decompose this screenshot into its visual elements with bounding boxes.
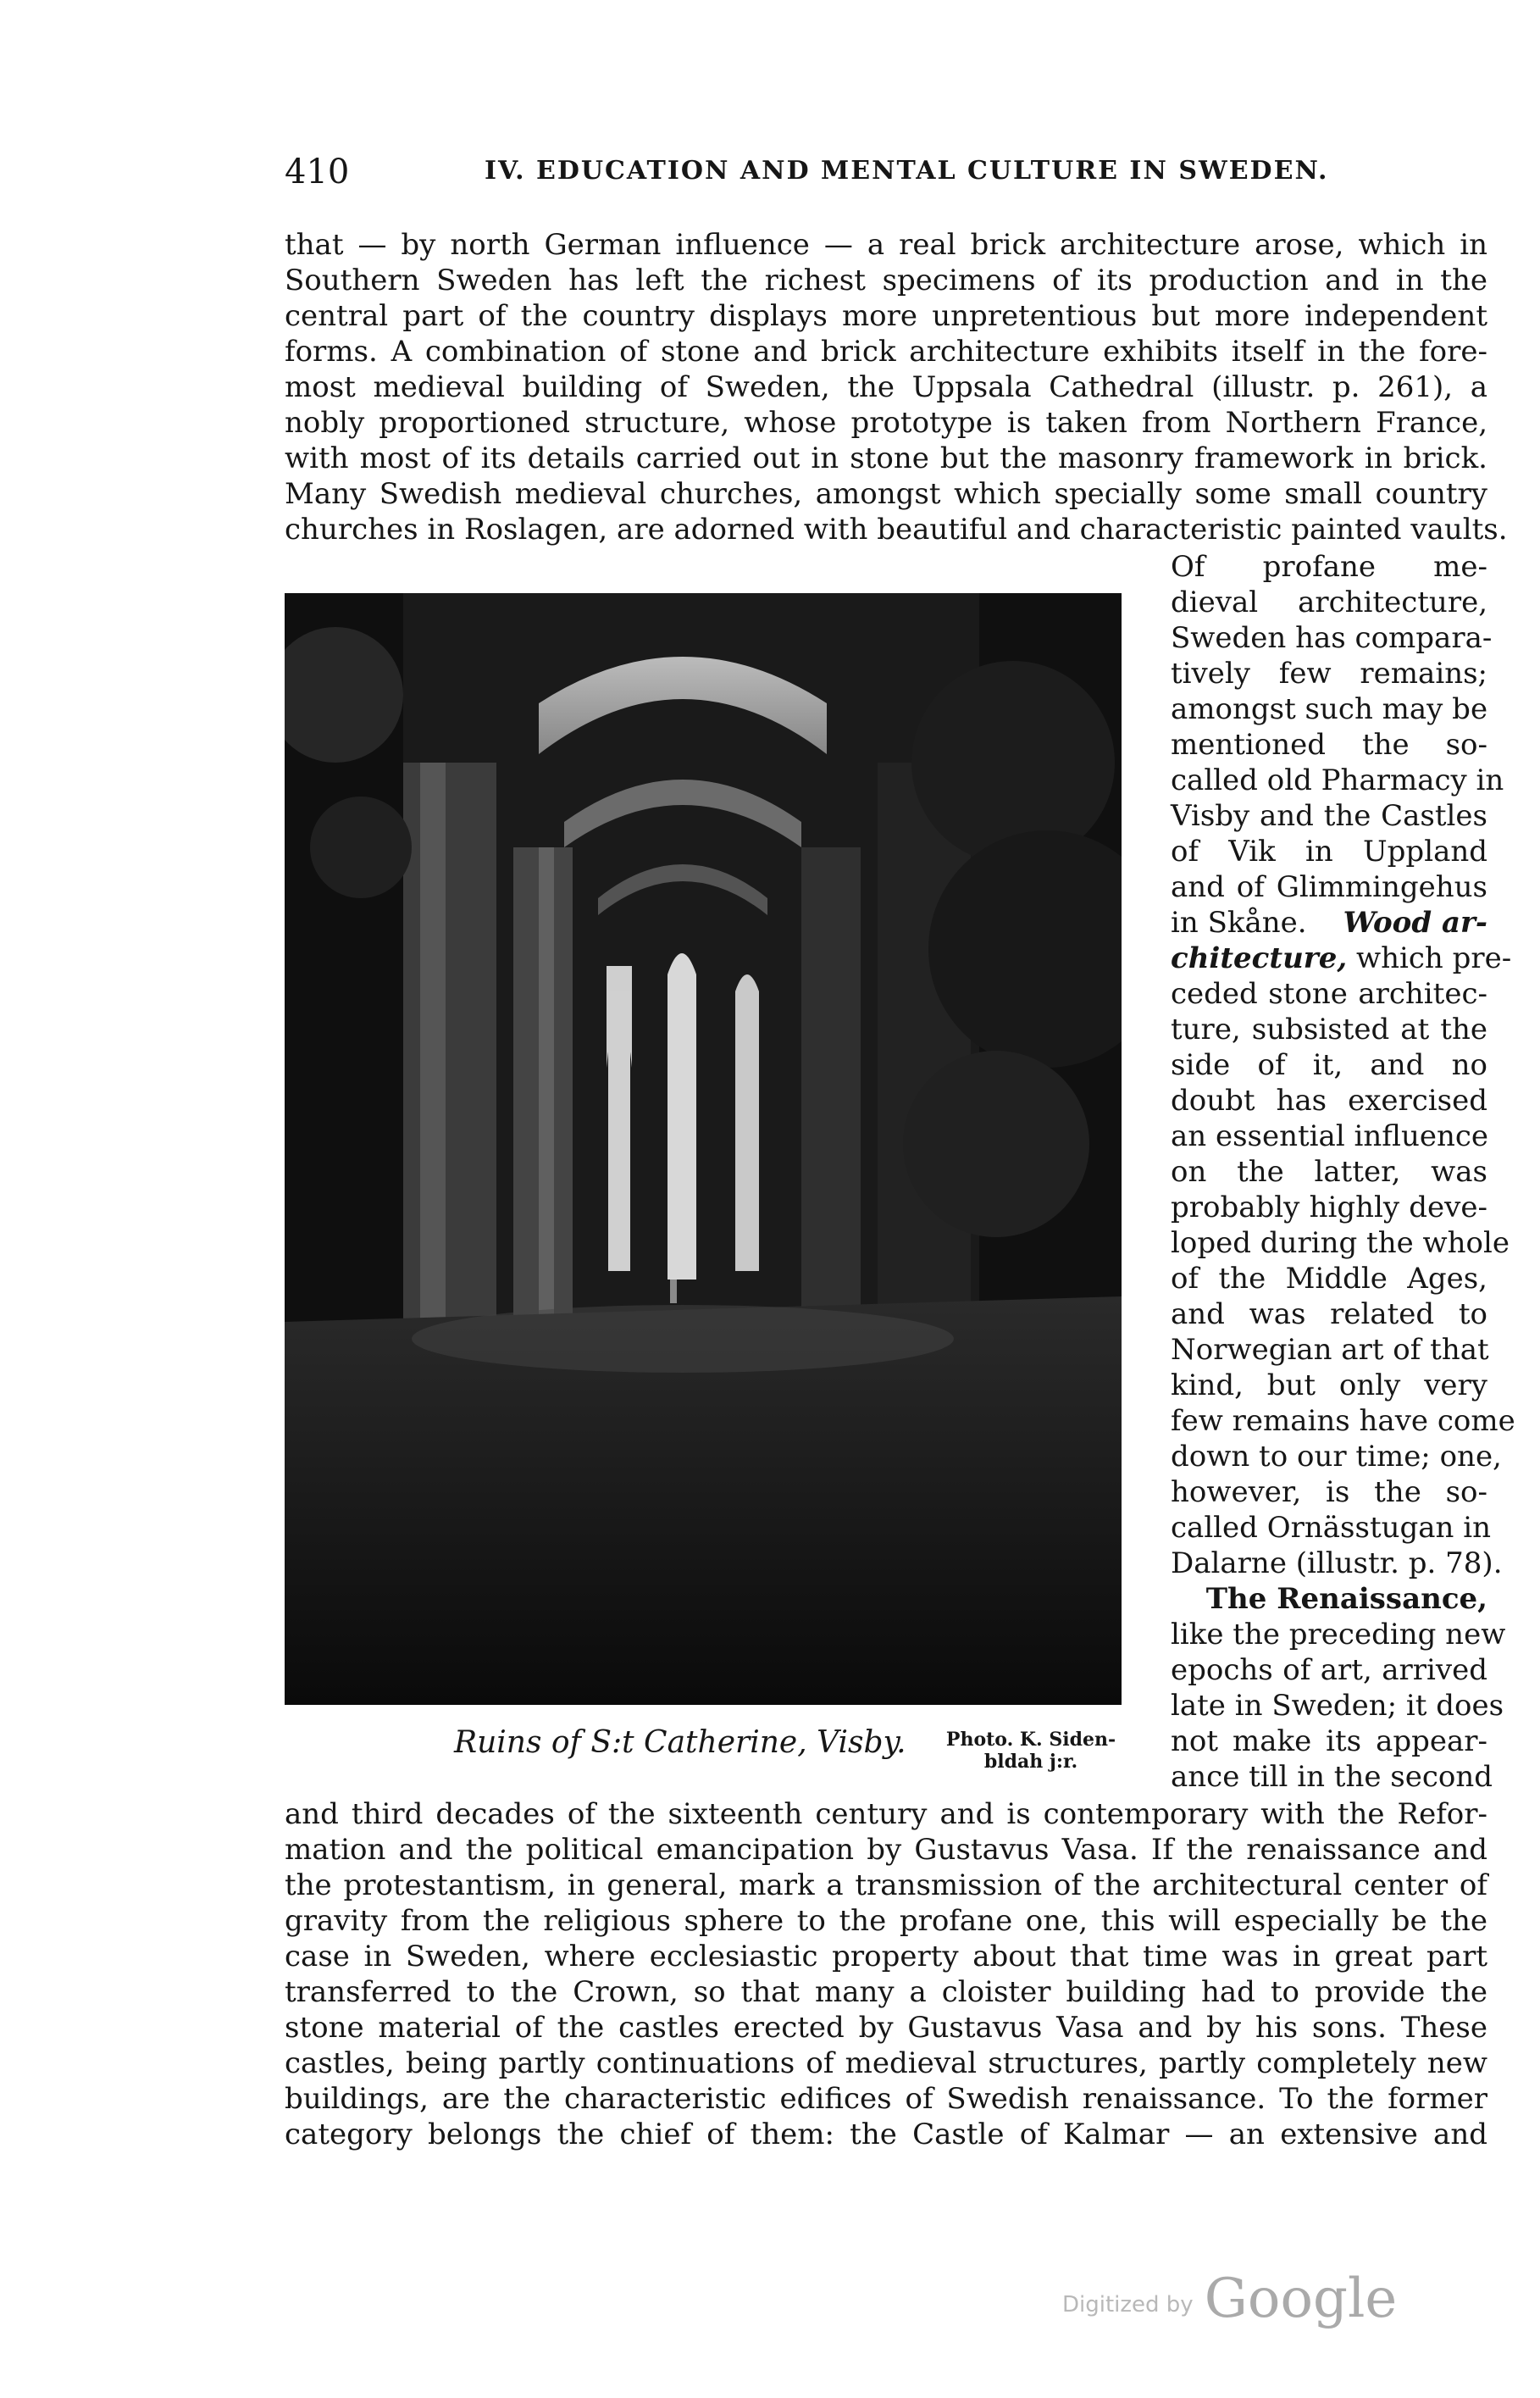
side-text-line: and of Glimmingehus <box>1171 870 1487 904</box>
side-text-line: ture, subsisted at the <box>1171 1013 1487 1046</box>
side-text-line: few remains have come <box>1171 1404 1515 1438</box>
text-line: the protestantism, in general, mark a transmission of the architectural center of <box>285 1868 1487 1902</box>
text-line: nobly proportioned structure, whose prototype is taken from Northern France, <box>285 406 1487 440</box>
side-text-line: however, is the so- <box>1171 1475 1487 1509</box>
text-line: Southern Sweden has left the richest specimens of its production and in the <box>285 264 1487 297</box>
side-text-line: and was related to <box>1171 1297 1487 1331</box>
watermark-text: Digitized by <box>1062 2292 1194 2318</box>
side-text-line: dieval architecture, <box>1171 586 1487 619</box>
side-text-line: mentioned the so- <box>1171 728 1487 762</box>
photo-ruins-st-catherine <box>285 593 1122 1705</box>
side-text-line: Visby and the Castles <box>1171 799 1487 833</box>
side-text-line: side of it, and no <box>1171 1048 1487 1082</box>
text-line: mation and the political emancipation by Gustavus Vasa. If the renaissance and <box>285 1833 1487 1867</box>
side-text-line: doubt has exercised <box>1171 1084 1487 1118</box>
side-text-line: called Ornässtugan in <box>1171 1511 1492 1545</box>
side-text-line: epochs of art, arrived <box>1171 1653 1487 1687</box>
wood-architecture-emphasis: Wood ar- <box>1343 906 1487 940</box>
text-line: castles, being partly continuations of medieval structures, partly completely new <box>285 2046 1487 2080</box>
side-text-line: an essential influence <box>1171 1119 1489 1153</box>
photo-credit <box>933 1729 1128 1773</box>
wood-architecture-emphasis: chitecture, <box>1171 941 1348 975</box>
text-line: stone material of the castles erected by Gustavus Vasa and by his sons. These <box>285 2011 1487 2045</box>
side-text-line: not make its appear- <box>1171 1724 1487 1758</box>
text-line: forms. A combination of stone and brick architecture exhibits itself in the fore- <box>285 335 1487 369</box>
side-text-line: of the Middle Ages, <box>1171 1262 1487 1296</box>
text-line: most medieval building of Sweden, the Uppsala Cathedral (illustr. p. 261), a <box>285 370 1487 404</box>
side-text-line: loped during the whole <box>1171 1226 1510 1260</box>
text-line: gravity from the religious sphere to the profane one, this will especially be the <box>285 1904 1487 1938</box>
text-line: case in Sweden, where ecclesiastic property about that time was in great part <box>285 1940 1487 1973</box>
side-text-fragment: which pre- <box>1347 941 1512 975</box>
caption-title: Ruins of S:t Catherine, Visby. <box>454 1725 906 1760</box>
page-header <box>285 153 1487 195</box>
side-text-line: down to our time; one, <box>1171 1440 1502 1474</box>
renaissance-emphasis: The Renaissance, <box>1205 1582 1487 1616</box>
side-text-line: ance till in the second <box>1171 1760 1493 1794</box>
photo-credit-line: Photo. K. Siden- <box>945 1729 1116 1751</box>
side-text-line: Sweden has compara- <box>1171 621 1493 655</box>
text-line: transferred to the Crown, so that many a cloister building had to provide the <box>285 1975 1487 2009</box>
digitized-watermark <box>1062 2268 1397 2330</box>
page-number: 410 <box>285 153 350 192</box>
side-text-line: on the latter, was <box>1171 1155 1487 1189</box>
text-line: churches in Roslagen, are adorned with beautiful and characteristic painted vaults. <box>285 513 1508 547</box>
text-line: that — by north German influence — a real brick architecture arose, which in <box>285 228 1487 262</box>
running-head: IV. EDUCATION AND MENTAL CULTURE IN SWEDEN. <box>485 156 1329 186</box>
side-text-line: tively few remains; <box>1171 657 1487 691</box>
text-line: category belongs the chief of them: the Castle of Kalmar — an extensive and <box>285 2118 1487 2151</box>
text-line: buildings, are the characteristic edifices of Swedish renaissance. To the former <box>285 2082 1487 2116</box>
renaissance-heading <box>1171 1581 1487 1617</box>
text-line: and third decades of the sixteenth century and is contemporary with the Refor- <box>285 1797 1487 1831</box>
church-ruins-illustration <box>285 593 1122 1705</box>
side-text-fragment: in Skåne. <box>1171 906 1307 940</box>
side-text-line: amongst such may be <box>1171 692 1488 726</box>
side-text-line: Of profane me- <box>1171 550 1487 584</box>
figure-caption <box>285 1725 1166 1776</box>
text-line: Many Swedish medieval churches, amongst which specially some small country <box>285 477 1487 511</box>
side-text-line: like the preceding new <box>1171 1618 1506 1651</box>
side-text-line: late in Sweden; it does <box>1171 1689 1504 1723</box>
side-text-line: Dalarne (illustr. p. 78). <box>1171 1546 1503 1580</box>
side-text-line: called old Pharmacy in <box>1171 763 1504 797</box>
side-text-line: Norwegian art of that <box>1171 1333 1489 1367</box>
side-text-line: probably highly deve- <box>1171 1191 1487 1224</box>
photo-credit-line: bldah j:r. <box>983 1751 1078 1773</box>
side-text-line: kind, but only very <box>1171 1368 1487 1402</box>
side-text-line <box>1171 905 1487 941</box>
text-line: with most of its details carried out in stone but the masonry framework in brick. <box>285 441 1487 475</box>
side-text-line: ceded stone architec- <box>1171 977 1487 1011</box>
google-logo: Google <box>1204 2268 1398 2330</box>
side-text-line <box>1171 941 1512 976</box>
text-line: central part of the country displays more unpretentious but more independent <box>285 299 1487 333</box>
side-text-line: of Vik in Uppland <box>1171 835 1487 869</box>
